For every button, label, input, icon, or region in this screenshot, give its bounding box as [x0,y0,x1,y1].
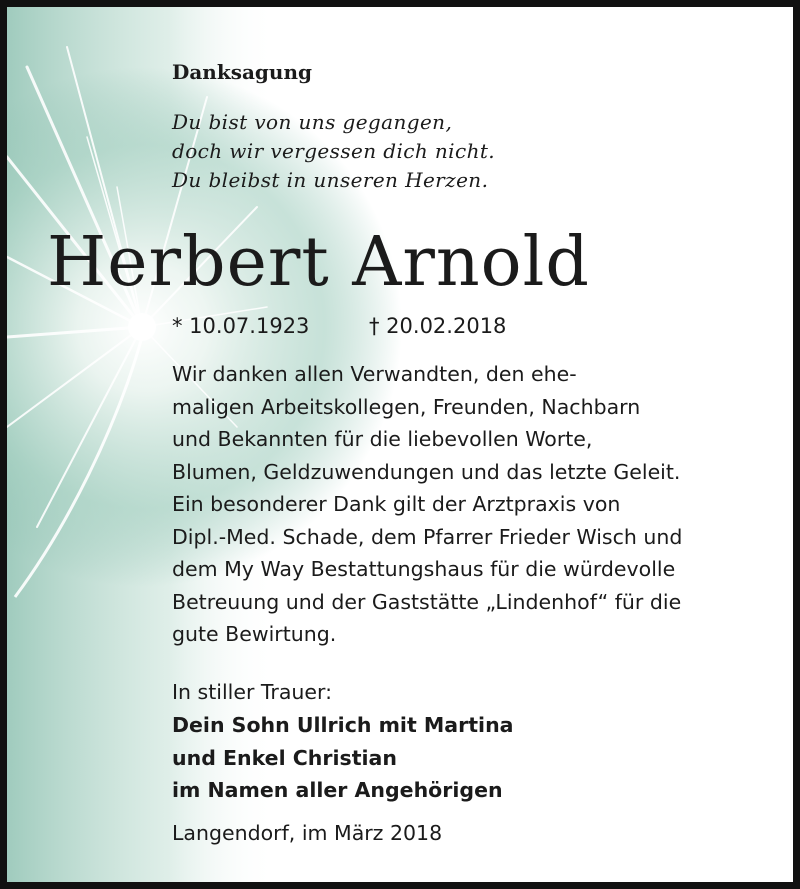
thanks-line: Wir danken allen Verwandten, den ehe- [172,362,577,386]
deceased-name: Herbert Arnold [47,223,590,302]
signer-line: Dein Sohn Ullrich mit Martina [172,713,514,737]
signer-line: im Namen aller Angehörigen [172,778,503,802]
thanks-text [172,358,682,651]
poem-line: doch wir vergessen dich nicht. [172,139,496,163]
mourning-intro: In stiller Trauer: [172,680,332,704]
thanks-line: dem My Way Bestattungshaus für die würdevolle [172,557,676,581]
thanks-line: gute Bewirtung. [172,622,337,646]
thanks-line: Betreuung und der Gaststätte „Lindenhof“ für die [172,589,682,614]
death-date: † 20.02.2018 [369,314,507,338]
signer-line: und Enkel Christian [172,745,397,770]
signers [172,709,514,807]
poem [172,108,495,195]
thanks-line: Ein besonderer Dank gilt der Arztpraxis von [172,492,621,516]
heading-danksagung: Danksagung [172,60,312,84]
poem-line: Du bleibst in unseren Herzen. [172,168,489,192]
poem-line: Du bist von uns gegangen, [172,110,453,134]
birth-date: * 10.07.1923 [172,314,310,338]
thanks-line: Blumen, Geldzuwendungen und das letzte Geleit. [172,459,681,484]
place-date: Langendorf, im März 2018 [172,821,443,845]
thanks-line: Dipl.-Med. Schade, dem Pfarrer Frieder Wisch und [172,524,683,549]
thanks-line: und Bekannten für die liebevollen Worte, [172,427,593,451]
thanks-line: maligen Arbeitskollegen, Freunden, Nachbarn [172,394,641,419]
